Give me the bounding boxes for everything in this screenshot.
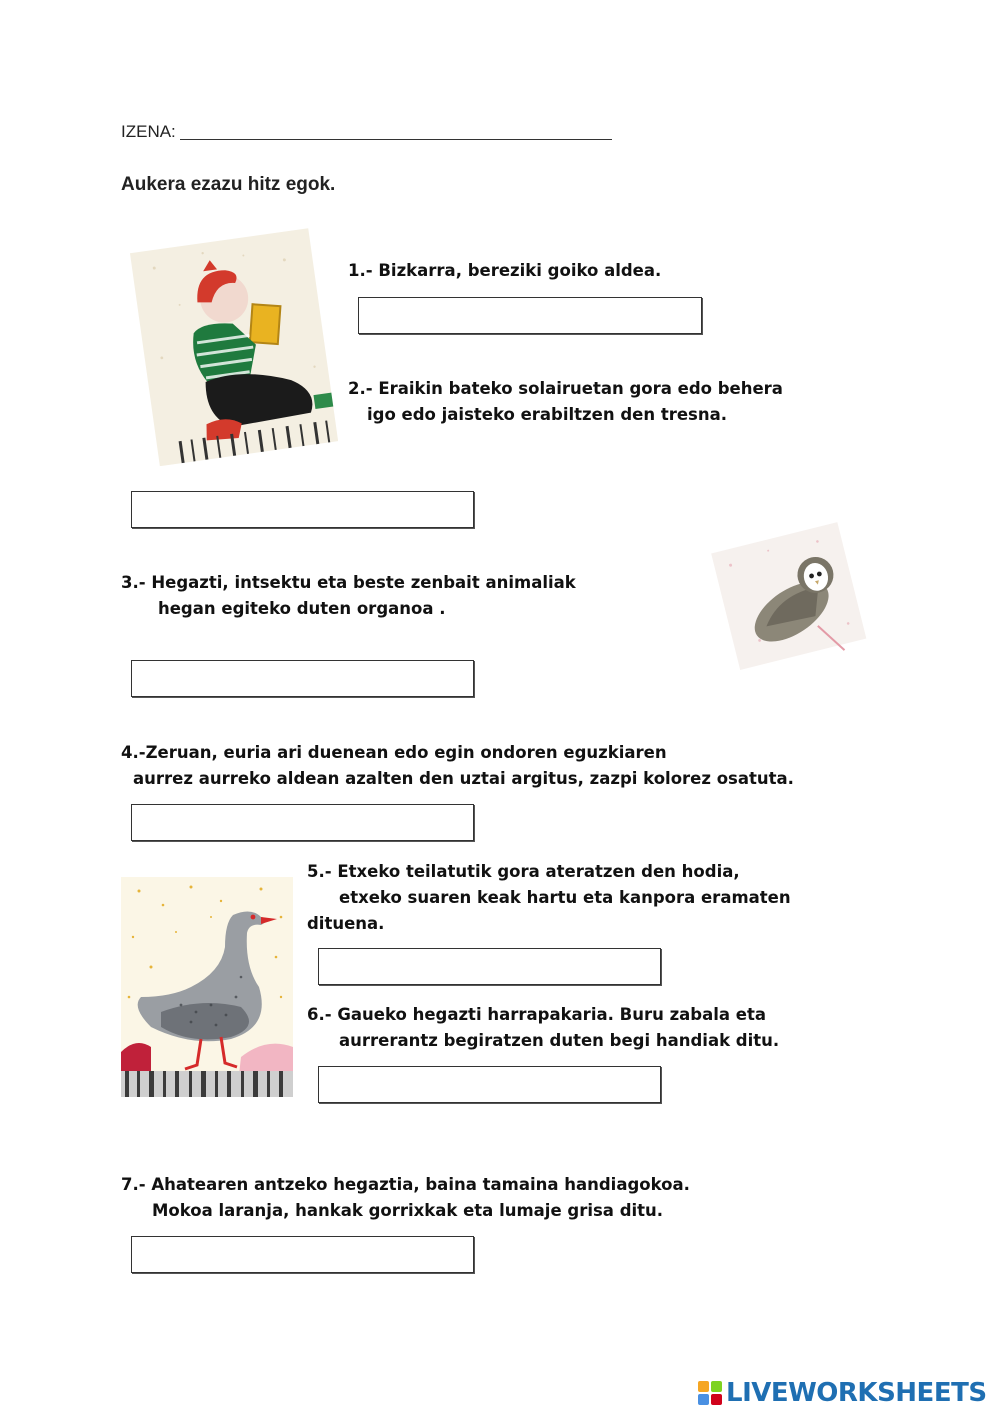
question-6 [307,1002,779,1054]
question-7-line-2: Mokoa laranja, hankak gorrixkak eta lumaje grisa ditu. [152,1201,664,1220]
answer-7-input[interactable] [131,1236,474,1273]
liveworksheets-logo-text: LIVEWORKSHEETS [726,1378,987,1408]
question-5-line-2: etxeko suaren keak hartu eta kanpora eramaten [339,888,791,907]
instruction-title: Aukera ezazu hitz egok. [121,174,336,195]
question-6-line-2: aurrerantz begiratzen duten begi handiak ditu. [339,1031,780,1050]
logo-square-1 [698,1381,709,1392]
answer-4-input[interactable] [131,804,474,841]
question-5-line-3: dituena. [307,914,385,933]
answer-3-input[interactable] [131,660,474,697]
liveworksheets-logo-icon [698,1381,722,1405]
answer-5-input[interactable] [318,948,661,985]
answer-2-input[interactable] [131,491,474,528]
question-7 [121,1172,690,1224]
liveworksheets-logo[interactable] [698,1378,987,1408]
logo-square-2 [711,1381,722,1392]
question-2 [348,376,783,428]
goose-illustration [121,877,293,1097]
answer-6-input[interactable] [318,1066,661,1103]
question-2-line-1: 2.- Eraikin bateko solairuetan gora edo behera [348,379,783,398]
question-1-line-1: 1.- Bizkarra, bereziki goiko aldea. [348,261,662,280]
question-4-line-2: aurrez aurreko aldean azalten den uztai argitus, zazpi kolorez osatuta. [133,769,794,788]
name-line [180,139,612,140]
question-5 [307,859,791,937]
question-3-line-2: hegan egiteko duten organoa . [158,599,446,618]
question-3-line-1: 3.- Hegazti, intsektu eta beste zenbait animaliak [121,573,576,592]
question-1 [348,258,661,284]
owl-illustration [710,522,868,672]
logo-square-3 [698,1394,709,1405]
answer-1-input[interactable] [358,297,702,334]
question-7-line-1: 7.- Ahatearen antzeko hegaztia, baina tamaina handiagokoa. [121,1175,690,1194]
name-label: IZENA: [121,122,176,141]
question-2-line-2: igo edo jaisteko erabiltzen den tresna. [367,405,728,424]
question-4-line-1: 4.-Zeruan, euria ari duenean edo egin ondoren eguzkiaren [121,743,667,762]
question-3 [121,570,576,622]
question-6-line-1: 6.- Gaueko hegazti harrapakaria. Buru zabala eta [307,1005,767,1024]
child-reading-illustration [126,228,338,466]
question-5-line-1: 5.- Etxeko teilatutik gora ateratzen den hodia, [307,862,740,881]
logo-square-4 [711,1394,722,1405]
question-4 [121,740,794,792]
